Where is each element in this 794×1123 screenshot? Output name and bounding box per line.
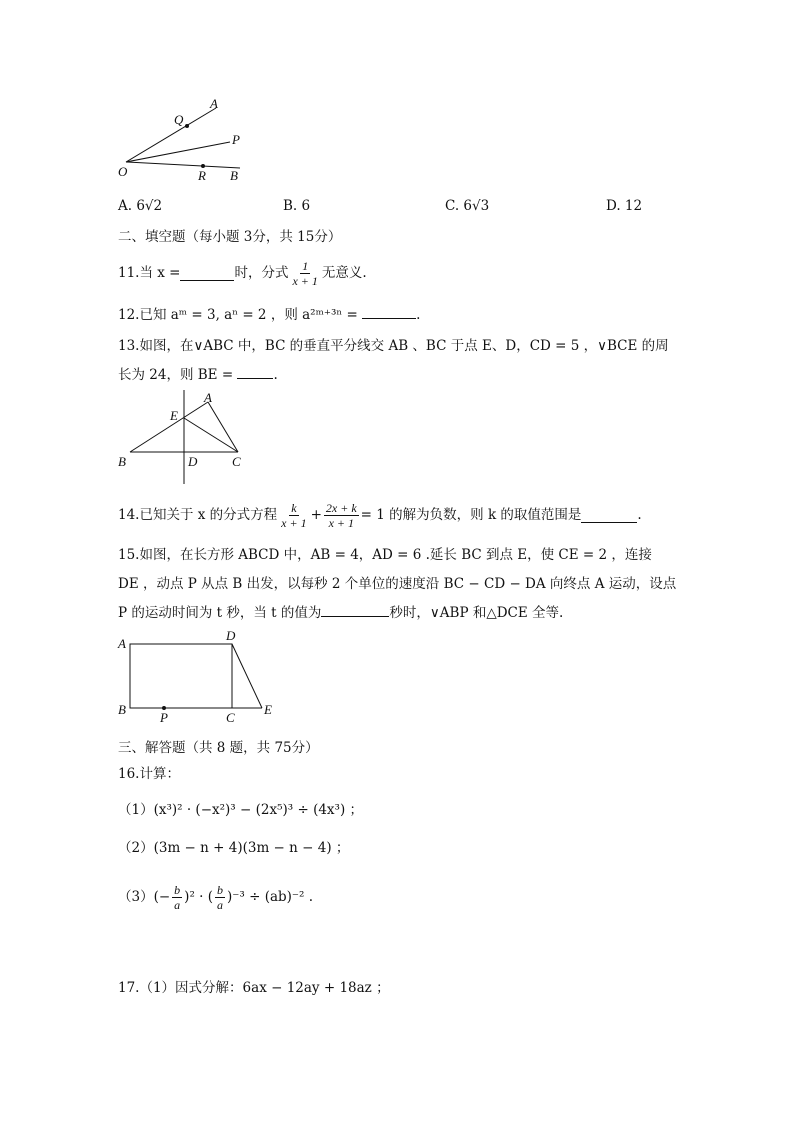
- question-12: 12.已知 aᵐ = 3, aⁿ = 2 ，则 a²ᵐ⁺³ⁿ = .: [118, 304, 420, 325]
- label-d: D: [188, 454, 198, 469]
- segment-ec: [184, 418, 238, 452]
- side-ac: [208, 402, 238, 452]
- question-15-line2: DE ，动点 P 从点 B 出发，以每秒 2 个单位的速度沿 BC − CD − DA 向终点 A 运动，设点: [118, 576, 677, 592]
- triangle-figure-13: [112, 388, 262, 488]
- q14-fraction-1: [279, 501, 308, 530]
- q16-p3a: （3）(−: [118, 889, 171, 905]
- question-13-line1: 13.如图，在∨ABC 中，BC 的垂直平分线交 AB 、BC 于点 E、D，CD = 5 ，∨BCE 的周: [118, 338, 669, 354]
- label-q: Q: [174, 112, 184, 127]
- label-a: A: [118, 636, 126, 651]
- label-e: E: [264, 702, 272, 717]
- q16-p3-f2-num: b: [217, 882, 223, 897]
- label-e: E: [170, 408, 178, 423]
- q14-prefix: 14.已知关于 x 的分式方程: [118, 507, 278, 523]
- question-16-part3: [118, 878, 313, 916]
- q13-blank: [237, 364, 273, 379]
- q15-blank: [321, 602, 389, 617]
- q11-mid: 时，分式: [234, 265, 289, 281]
- question-17: 17.（1）因式分解：6ax − 12ay + 18az ；: [118, 980, 390, 996]
- question-15-line3: [118, 602, 563, 623]
- q14-f2-numerator: 2x + k: [325, 500, 357, 515]
- q11-numerator: 1: [302, 258, 309, 273]
- ray-oa: [126, 108, 216, 162]
- ray-op: [126, 142, 230, 162]
- q16-p3c: )⁻³ ÷ (ab)⁻² .: [227, 889, 314, 905]
- label-a: A: [204, 390, 212, 405]
- point-q: [185, 124, 189, 128]
- label-d: D: [226, 628, 236, 643]
- question-16-part1: （1）(x³)² · (−x²)³ − (2x⁵)³ ÷ (4x³) ；: [118, 802, 364, 818]
- q11-fraction: [290, 259, 319, 288]
- q16-p3-f1-num: b: [174, 882, 181, 897]
- q14-suffix: = 1 的解为负数，则 k 的取值范围是: [360, 507, 582, 523]
- label-o: O: [118, 164, 128, 179]
- label-a: A: [210, 96, 218, 111]
- q14-f1-numerator: k: [291, 500, 297, 515]
- label-p: P: [232, 132, 240, 147]
- q14-fraction-2: [324, 501, 359, 530]
- question-16-title: 16.计算：: [118, 766, 180, 782]
- q14-blank: [581, 508, 637, 523]
- question-15-line1: 15.如图，在长方形 ABCD 中，AB = 4，AD = 6 .延长 BC 到点 E，使 CE = 2 ，连接: [118, 547, 652, 563]
- label-b: B: [118, 454, 126, 469]
- question-14: 14.已知关于 x 的分式方程 $\frac{k}{x + 1}$ + $\frac{2x + k}{x + 1}$ = 1 的解为负数，则 k 的取值范围是 .: [118, 500, 642, 530]
- question-16-part2: （2）(3m − n + 4)(3m − n − 4) ；: [118, 840, 350, 856]
- q15-line3a: P 的运动时间为 t 秒，当 t 的值为: [118, 605, 322, 621]
- choice-a: A. 6√2: [118, 198, 163, 214]
- q13-line2-text: 长为 24，则 BE =: [118, 367, 238, 383]
- section2-title: 二、填空题（每小题 3分，共 15分）: [118, 229, 342, 245]
- ray-ob: [126, 162, 240, 168]
- segment-de: [232, 644, 262, 708]
- q16-p3-fraction-1: [172, 883, 182, 912]
- q12-blank: [362, 304, 416, 319]
- rectangle-abcd: [130, 644, 232, 708]
- q11-blank: [180, 266, 234, 281]
- label-r: R: [198, 168, 206, 183]
- choice-d: D. 12: [606, 198, 643, 214]
- angle-figure: [112, 92, 272, 184]
- q14-plus: +: [310, 507, 322, 523]
- q15-line3b: 秒时，∨ABP 和△DCE 全等.: [389, 605, 564, 621]
- label-b: B: [118, 702, 126, 717]
- q11-suffix: 无意义.: [321, 265, 367, 281]
- section3-title: 三、解答题（共 8 题，共 75分）: [118, 740, 319, 756]
- q16-p3-f1-den: a: [174, 897, 181, 912]
- choice-b: B. 6: [283, 198, 311, 214]
- label-c: C: [232, 454, 241, 469]
- q14-f1-denominator: x + 1: [281, 515, 307, 530]
- q14-f2-denominator: x + 1: [328, 515, 355, 530]
- choice-c: C. 6√3: [445, 198, 490, 214]
- label-p: P: [160, 710, 168, 724]
- q11-denominator: x + 1: [292, 273, 318, 288]
- q16-p3b: )² · (: [184, 889, 213, 905]
- q16-p3-fraction-2: [215, 883, 225, 912]
- q16-p3-f2-den: a: [217, 897, 223, 912]
- question-11: [118, 256, 367, 290]
- label-b: B: [230, 168, 238, 183]
- label-c: C: [226, 710, 235, 724]
- side-ba: [130, 402, 208, 452]
- rectangle-figure-15: [112, 628, 292, 724]
- question-13-line2: 长为 24，则 BE = .: [118, 364, 278, 385]
- q11-prefix: 11.当 x =: [118, 265, 181, 281]
- q12-text: 12.已知 aᵐ = 3, aⁿ = 2 ，则 a²ᵐ⁺³ⁿ =: [118, 307, 363, 323]
